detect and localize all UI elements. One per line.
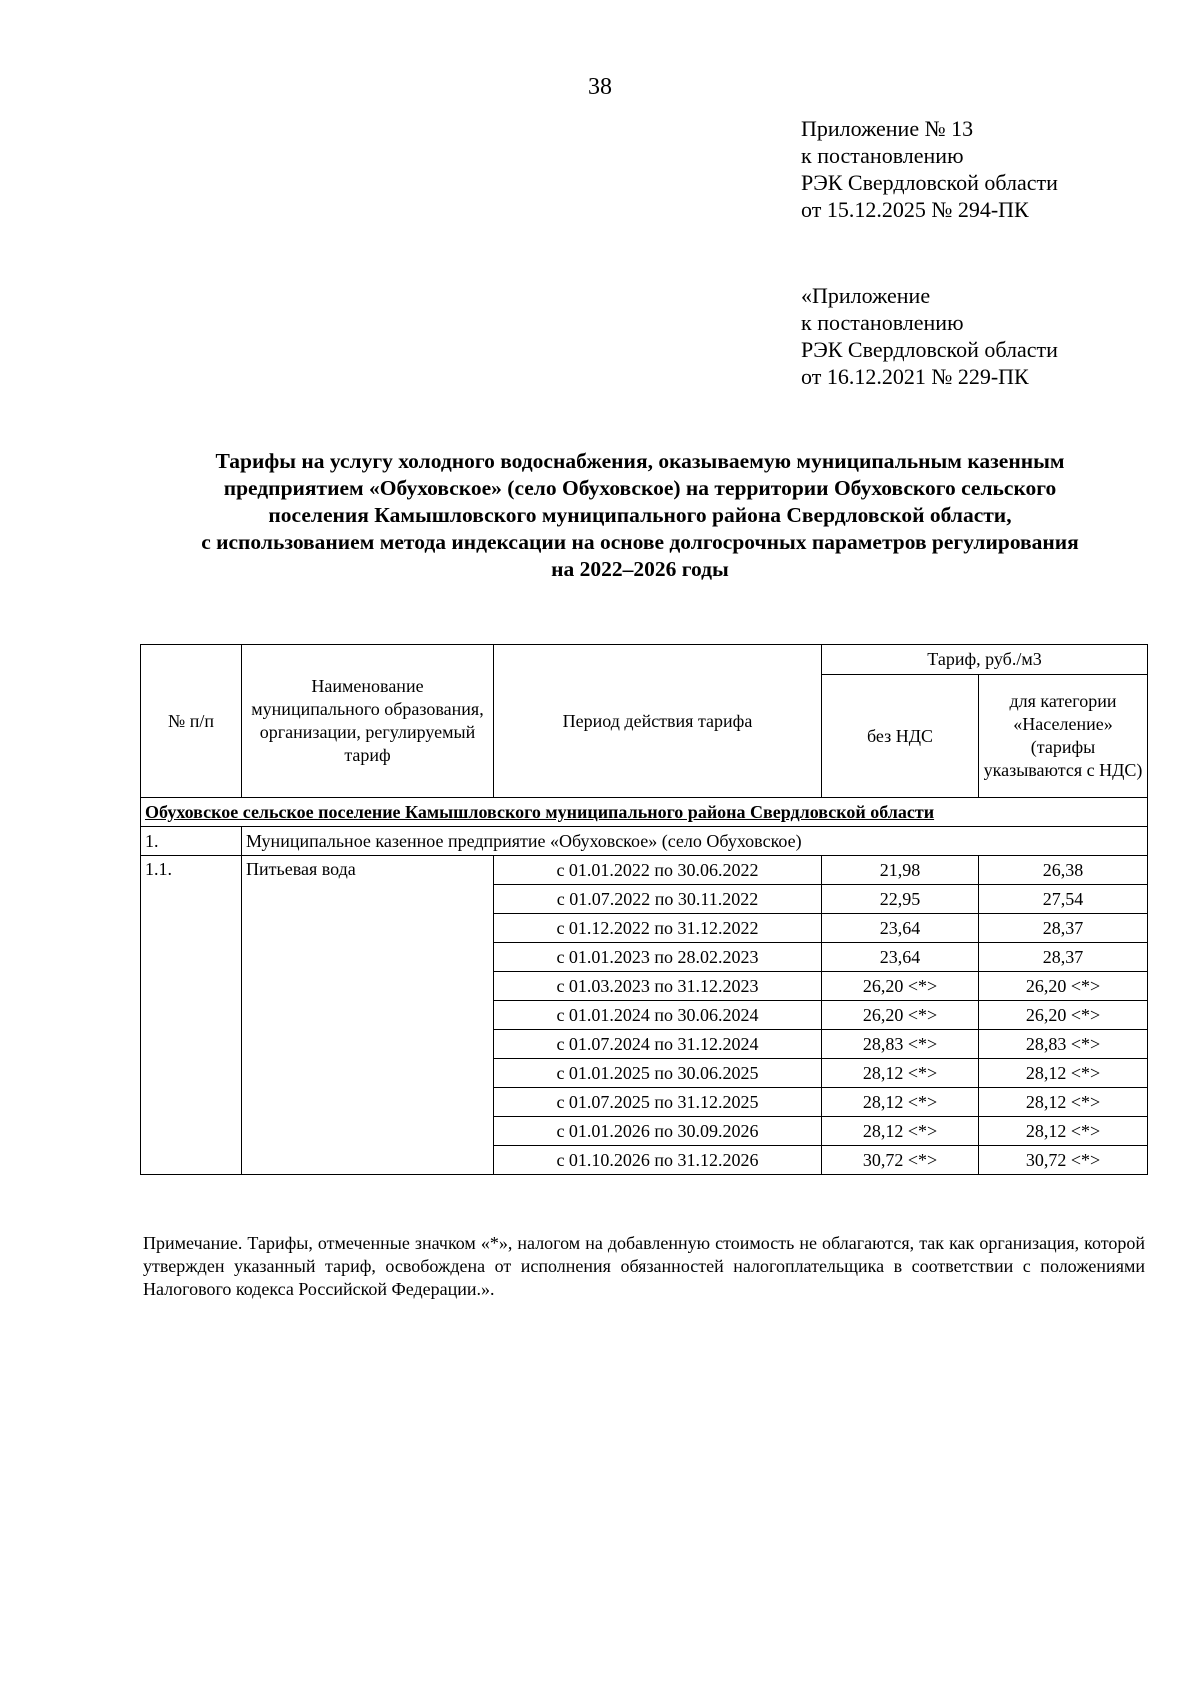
appendix-current-line: от 15.12.2025 № 294-ПК — [801, 197, 1029, 222]
tariff-population-cell: 28,12 <*> — [979, 1117, 1148, 1146]
period-cell: с 01.07.2022 по 30.11.2022 — [494, 885, 822, 914]
note: Примечание. Тарифы, отмеченные значком «*», налогом на добавленную стоимость не облагаются, так как организация, которой утвержден указанный тариф, освобождена от исполнения обязанностей налогоплательщика в соответствии с положениями Налогового кодекса Российской Федерации.». — [143, 1233, 1145, 1299]
header-tariff: Тариф, руб./м3 — [822, 645, 1148, 675]
period-cell: с 01.01.2023 по 28.02.2023 — [494, 943, 822, 972]
tariff-population-cell: 28,12 <*> — [979, 1059, 1148, 1088]
period-cell: с 01.01.2022 по 30.06.2022 — [494, 856, 822, 885]
tariff-no-vat-cell: 26,20 <*> — [822, 972, 979, 1001]
tariff-population-cell: 26,38 — [979, 856, 1148, 885]
tariff-no-vat-cell: 30,72 <*> — [822, 1146, 979, 1175]
appendix-original — [801, 282, 1058, 390]
tariff-no-vat-cell: 21,98 — [822, 856, 979, 885]
tariff-population-cell: 26,20 <*> — [979, 972, 1148, 1001]
appendix-original-line: к постановлению — [801, 310, 964, 335]
tariff-population-cell: 28,37 — [979, 914, 1148, 943]
tariff-no-vat-cell: 23,64 — [822, 914, 979, 943]
item-name: Питьевая вода — [242, 856, 494, 1175]
appendix-current — [801, 115, 1058, 223]
header-no-vat: без НДС — [822, 675, 979, 798]
tariff-no-vat-cell: 28,83 <*> — [822, 1030, 979, 1059]
org-name: Муниципальное казенное предприятие «Обуховское» (село Обуховское) — [242, 827, 1148, 856]
document-title — [130, 448, 1150, 583]
header-row — [141, 645, 1148, 675]
tariff-table — [140, 644, 1148, 1175]
header-period: Период действия тарифа — [494, 645, 822, 798]
header-number: № п/п — [141, 645, 242, 798]
period-cell: с 01.01.2025 по 30.06.2025 — [494, 1059, 822, 1088]
appendix-current-line: РЭК Свердловской области — [801, 170, 1058, 195]
title-line: Тарифы на услугу холодного водоснабжения, оказываемую муниципальным казенным — [215, 449, 1065, 473]
header-name: Наименование муниципального образования, организации, регулируемый тариф — [242, 645, 494, 798]
tariff-no-vat-cell: 28,12 <*> — [822, 1117, 979, 1146]
tariff-population-cell: 27,54 — [979, 885, 1148, 914]
section-title: Обуховское сельское поселение Камышловского муниципального района Свердловской области — [141, 798, 1148, 827]
period-cell: с 01.01.2024 по 30.06.2024 — [494, 1001, 822, 1030]
tariff-population-cell: 28,12 <*> — [979, 1088, 1148, 1117]
period-cell: с 01.03.2023 по 31.12.2023 — [494, 972, 822, 1001]
period-cell: с 01.12.2022 по 31.12.2022 — [494, 914, 822, 943]
tariff-population-cell: 30,72 <*> — [979, 1146, 1148, 1175]
org-number: 1. — [141, 827, 242, 856]
title-line: поселения Камышловского муниципального района Свердловской области, — [268, 503, 1012, 527]
period-cell: с 01.07.2025 по 31.12.2025 — [494, 1088, 822, 1117]
tariff-population-cell: 26,20 <*> — [979, 1001, 1148, 1030]
title-line: на 2022–2026 годы — [551, 557, 729, 581]
title-line: предприятием «Обуховское» (село Обуховское) на территории Обуховского сельского — [223, 476, 1057, 500]
appendix-original-line: «Приложение — [801, 283, 931, 308]
tariff-population-cell: 28,83 <*> — [979, 1030, 1148, 1059]
appendix-current-line: Приложение № 13 — [801, 116, 974, 141]
header-population: для категории «Население» (тарифы указываются с НДС) — [979, 675, 1148, 798]
tariff-population-cell: 28,37 — [979, 943, 1148, 972]
tariff-no-vat-cell: 22,95 — [822, 885, 979, 914]
title-line: с использованием метода индексации на основе долгосрочных параметров регулирования — [201, 530, 1079, 554]
tariff-no-vat-cell: 26,20 <*> — [822, 1001, 979, 1030]
table-row — [141, 856, 1148, 885]
appendix-current-line: к постановлению — [801, 143, 964, 168]
page-number: 38 — [588, 74, 612, 100]
period-cell: с 01.01.2026 по 30.09.2026 — [494, 1117, 822, 1146]
period-cell: с 01.10.2026 по 31.12.2026 — [494, 1146, 822, 1175]
tariff-no-vat-cell: 23,64 — [822, 943, 979, 972]
appendix-original-line: РЭК Свердловской области — [801, 337, 1058, 362]
tariff-no-vat-cell: 28,12 <*> — [822, 1059, 979, 1088]
section-row — [141, 798, 1148, 827]
period-cell: с 01.07.2024 по 31.12.2024 — [494, 1030, 822, 1059]
item-number: 1.1. — [141, 856, 242, 1175]
org-row — [141, 827, 1148, 856]
tariff-no-vat-cell: 28,12 <*> — [822, 1088, 979, 1117]
appendix-original-line: от 16.12.2021 № 229-ПК — [801, 364, 1029, 389]
